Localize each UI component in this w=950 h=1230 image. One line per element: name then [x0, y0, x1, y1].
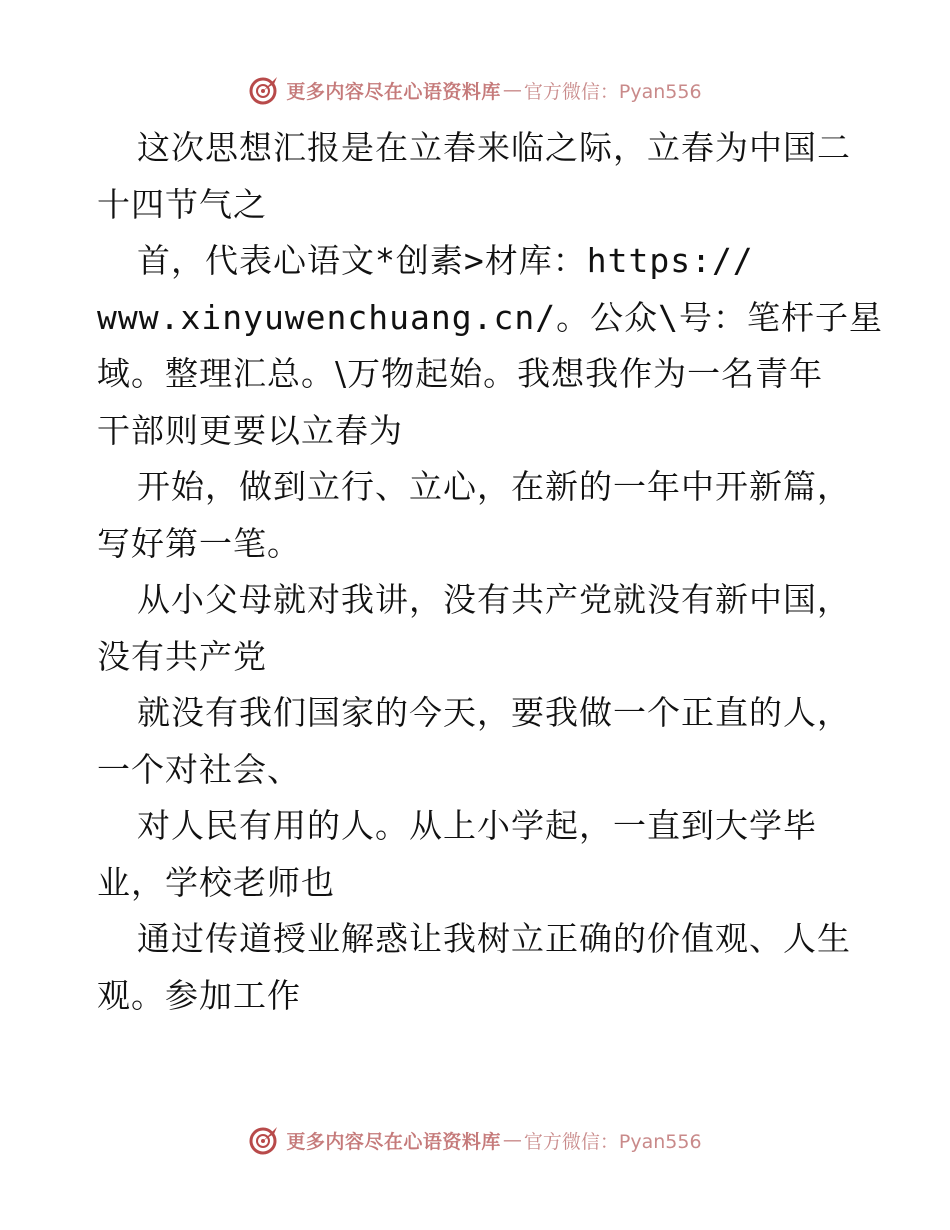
body-line: 没有共产党: [97, 636, 267, 676]
body-line: 通过传道授业解惑让我树立正确的价值观、人生: [137, 919, 851, 958]
footer-banner-dash: —: [502, 1129, 522, 1151]
body-line: www.xinyuwenchuang.cn/。公众\号：笔杆子星: [97, 297, 883, 337]
body-line: 一个对社会、: [97, 749, 301, 789]
body-line: 域。整理汇总。\万物起始。我想我作为一名青年: [97, 354, 824, 393]
footer-banner-main: 更多内容尽在心语资料库: [286, 1130, 501, 1153]
quill-logo-icon: [248, 1124, 280, 1156]
quill-logo-icon: [248, 74, 280, 106]
header-banner-main: 更多内容尽在心语资料库: [286, 80, 501, 103]
body-line: 首，代表心语文*创素>材库：https://: [137, 241, 754, 280]
body-line: 这次思想汇报是在立春来临之际，立春为中国二: [137, 128, 851, 167]
footer-banner-wechat: 官方微信：Pyan556: [523, 1130, 702, 1153]
header-banner-dash: —: [502, 79, 522, 101]
body-line: 开始，做到立行、立心，在新的一年中开新篇，: [137, 467, 851, 506]
header-banner-wechat: 官方微信：Pyan556: [523, 80, 702, 103]
body-line: 写好第一笔。: [97, 523, 301, 563]
body-line: 从小父母就对我讲，没有共产党就没有新中国，: [137, 580, 851, 619]
body-line: 业，学校老师也: [97, 862, 335, 902]
body-line: 就没有我们国家的今天，要我做一个正直的人，: [137, 693, 851, 732]
body-line: 干部则更要以立春为: [97, 410, 403, 450]
body-line: 对人民有用的人。从上小学起，一直到大学毕: [137, 806, 817, 845]
body-line: 十四节气之: [97, 184, 267, 224]
footer-banner: [0, 1120, 950, 1160]
body-line: 观。参加工作: [97, 975, 301, 1015]
header-banner: [0, 70, 950, 110]
document-body: [97, 120, 887, 1024]
